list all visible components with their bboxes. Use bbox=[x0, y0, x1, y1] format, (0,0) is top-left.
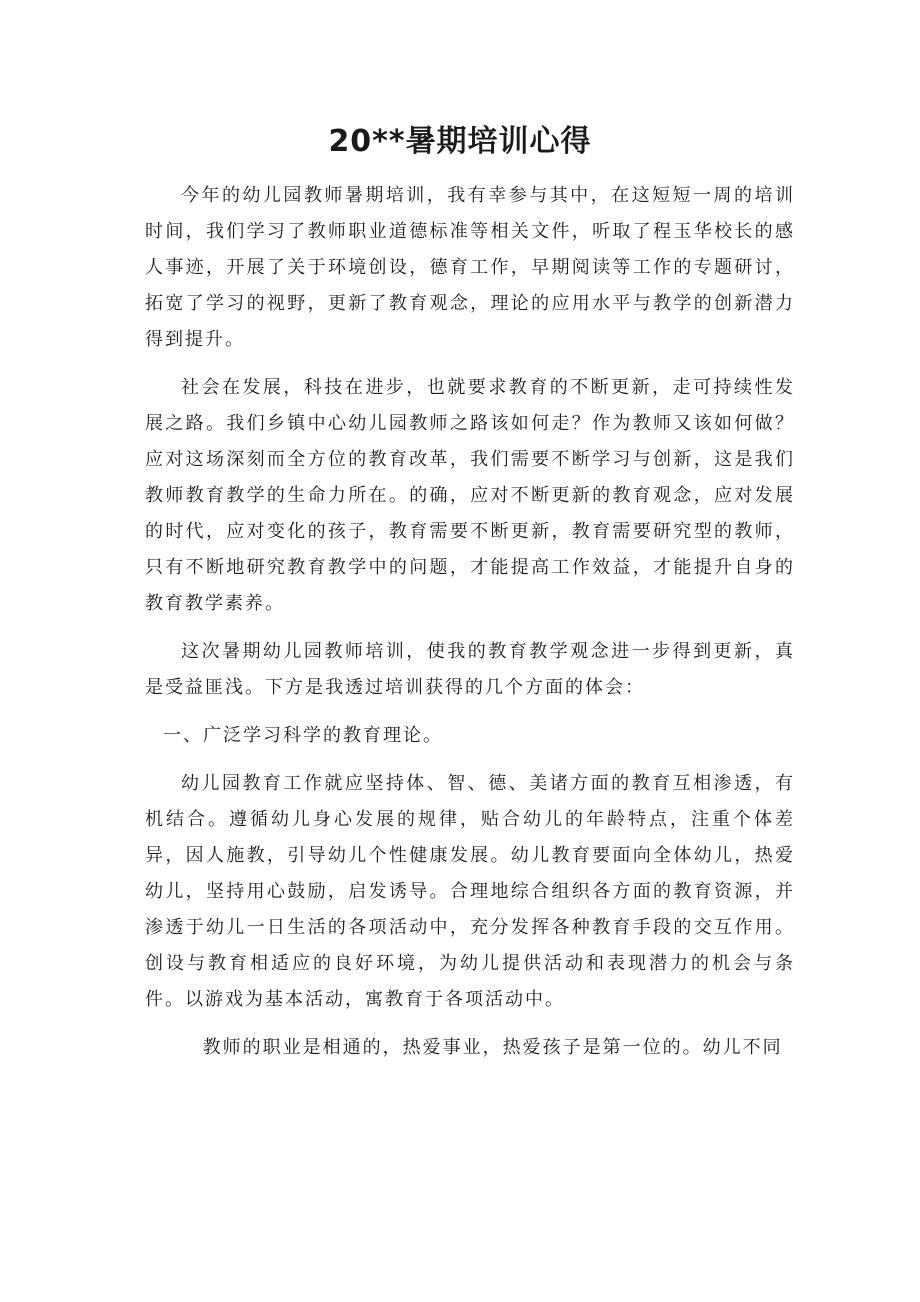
paragraph-society: 社会在发展，科技在进步，也就要求教育的不断更新，走可持续性发展之路。我们乡镇中心幼儿园教师之路该如何走？作为教师又该如何做？应对这场深刻而全方位的教育改革，我们需要不断学习与创新，这是我们教师教育教学的生命力所在。的确，应对不断更新的教育观念，应对发展的时代，应对变化的孩子，教育需要不断更新，教育需要研究型的教师，只有不断地研究教育教学中的问题，才能提高工作效益，才能提升自身的教育教学素养。 bbox=[145, 377, 795, 614]
paragraph-teacher-profession: 教师的职业是相通的，热爱事业，热爱孩子是第一位的。幼儿不同 bbox=[202, 1037, 783, 1058]
paragraph-intro: 今年的幼儿园教师暑期培训，我有幸参与其中，在这短短一周的培训时间，我们学习了教师职业道德标准等相关文件，听取了程玉华校长的感人事迹，开展了关于环境创设，德育工作，早期阅读等工作的专题研讨，拓宽了学习的视野，更新了教育观念，理论的应用水平与教学的创新潜力得到提升。 bbox=[145, 185, 795, 350]
document-title: 20**暑期培训心得 bbox=[328, 124, 592, 159]
document-body bbox=[145, 178, 795, 1066]
paragraph-kindergarten-education: 幼儿园教育工作就应坚持体、智、德、美诸方面的教育互相渗透，有机结合。遵循幼儿身心发展的规律，贴合幼儿的年龄特点，注重个体差异，因人施教，引导幼儿个性健康发展。幼儿教育要面向全体幼儿，热爱幼儿，坚持用心鼓励，启发诱导。合理地综合组织各方面的教育资源，并渗透于幼儿一日生活的各项活动中，充分发挥各种教育手段的交互作用。创设与教育相适应的良好环境，为幼儿提供活动和表现潜力的机会与条件。以游戏为基本活动，寓教育于各项活动中。 bbox=[145, 773, 795, 1010]
paragraph-training-benefits: 这次暑期幼儿园教师培训，使我的教育教学观念进一步得到更新，真是受益匪浅。下方是我透过培训获得的几个方面的体会： bbox=[145, 641, 795, 698]
section-heading-1: 一、广泛学习科学的教育理论。 bbox=[163, 725, 443, 746]
